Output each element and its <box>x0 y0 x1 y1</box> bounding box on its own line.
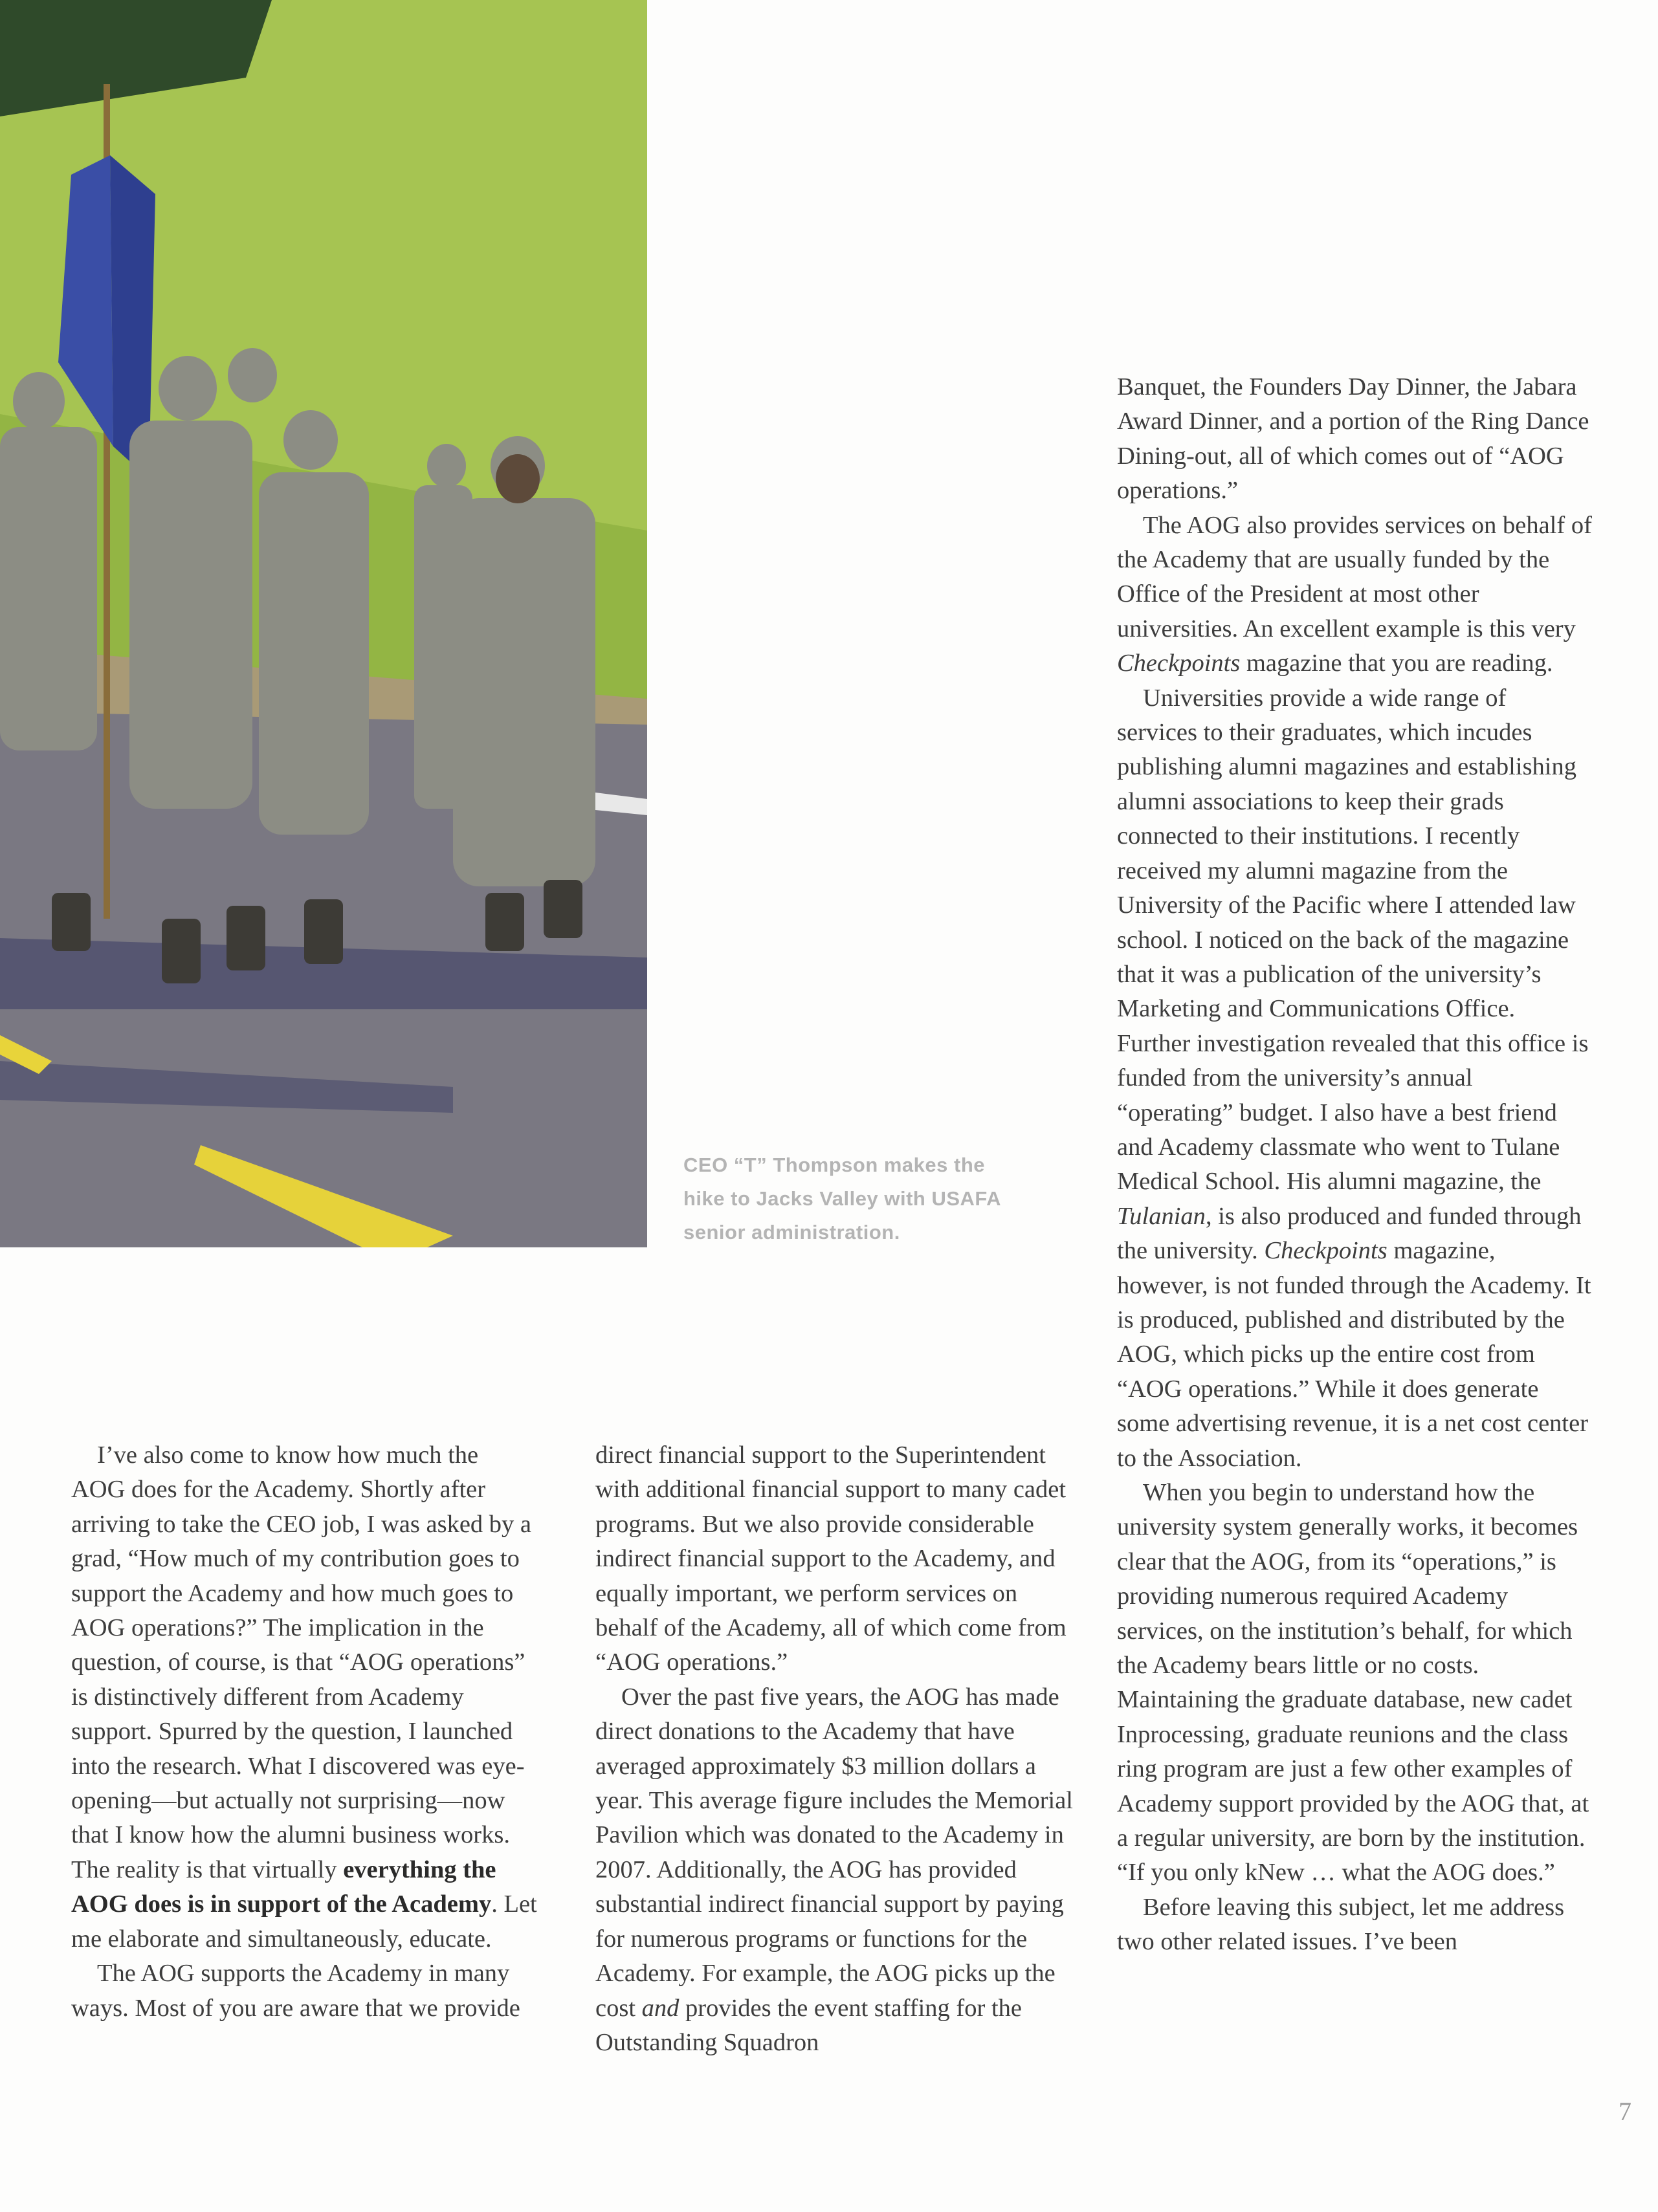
column-2 <box>595 1438 1074 2060</box>
text-run: The AOG also provides services on behalf of the Academy that are usually funded by the Office of the President at most other universities. An excellent example is this very <box>1117 511 1592 642</box>
paragraph: direct financial support to the Superintendent with additional financial support to many cadet programs. But we also provide considerable indirect financial support to the Academy, and equally important, we perform services on behalf of the Academy, all of which come from “AOG operations.” <box>595 1441 1067 1676</box>
caption-line-1: CEO “T” Thompson makes the <box>683 1154 986 1176</box>
column-3 <box>1117 370 1592 1960</box>
paragraph <box>595 1680 1074 2060</box>
paragraph: The AOG supports the Academy in many ways. Most of you are aware that we provide <box>71 1960 520 2022</box>
paragraph: Before leaving this subject, let me address two other related issues. I’ve been <box>1117 1893 1565 1956</box>
text-run: , is also produced and funded through the university. <box>1117 1202 1582 1265</box>
paragraph: Banquet, the Founders Day Dinner, the Jabara Award Dinner, and a portion of the Ring Dance Dining-out, all of which comes out of “AOG operations.” <box>1117 373 1589 505</box>
paragraph <box>71 1438 537 1956</box>
italic-text: and <box>641 1994 680 2022</box>
text-run: magazine that you are reading. <box>1240 650 1553 677</box>
page-number: 7 <box>1619 2097 1631 2126</box>
paragraph <box>1117 509 1592 681</box>
text-run: provides the event staffing for the Outstanding Squadron <box>595 1994 1022 2056</box>
italic-text: Tulanian <box>1117 1202 1206 1230</box>
bold-text: everything the AOG does is in support of the Academy <box>71 1856 496 1918</box>
text-run: I’ve also come to know how much the AOG does for the Academy. Shortly after arriving to take the CEO job, I was asked by a grad, “How much of my contribution goes to support the Academy and how much goes to AOG operations?” The implication in the question, of course, is that “AOG operations” is distinctively different from Academy support. Spurred by the question, I launched into the research. What I discovered was eye-opening—but actually not surprising—now that I know how the alumni business works. The reality is that virtually <box>71 1441 531 1883</box>
caption-line-2: hike to Jacks Valley with USAFA <box>683 1187 1002 1210</box>
caption-line-3: senior administration. <box>683 1221 900 1243</box>
photo-illustration <box>0 0 647 1247</box>
cover-photo <box>0 0 647 1247</box>
column-1 <box>71 1438 537 2026</box>
text-run: magazine, however, is not funded through the Academy. It is produced, published and distributed by the AOG, which picks up the entire cost from “AOG operations.” While it does generate some advertising revenue, it is a net cost center to the Association. <box>1117 1237 1591 1472</box>
italic-text: Checkpoints <box>1117 650 1241 677</box>
text-run: . Let me elaborate and simultaneously, educate. <box>71 1890 537 1953</box>
text-run: Universities provide a wide range of services to their graduates, which incudes publishing alumni magazines and establishing alumni associations to keep their grads connected to their institutions. I recently received my alumni magazine from the University of the Pacific where I attended law school. I noticed on the back of the magazine that it was a publication of the university’s Marketing and Communications Office. Further investigation revealed that this office is funded from the university’s annual “operating” budget. I also have a best friend and Academy classmate who went to Tulane Medical School. His alumni magazine, the <box>1117 684 1589 1196</box>
italic-text: Checkpoints <box>1264 1237 1387 1265</box>
paragraph: When you begin to understand how the university system generally works, it becomes clear that the AOG, from its “operations,” is providing numerous required Academy services, on the institution’s behalf, for which the Academy bears little or no costs. Maintaining the graduate database, new cadet Inprocessing, graduate reunions and the class ring program are just a few other examples of Academy support provided by the AOG that, at a regular university, are born by the institution. “If you only kNew … what the AOG does.” <box>1117 1479 1589 1887</box>
text-run: Over the past five years, the AOG has made direct donations to the Academy that have averaged approximately $3 million dollars a year. This average figure includes the Memorial Pavilion which was donated to the Academy in 2007. Additionally, the AOG has provided substantial indirect financial support by paying for numerous programs or functions for the Academy. For example, the AOG picks up the cost <box>595 1683 1074 2022</box>
photo-caption <box>683 1148 1007 1249</box>
paragraph <box>1117 681 1592 1476</box>
